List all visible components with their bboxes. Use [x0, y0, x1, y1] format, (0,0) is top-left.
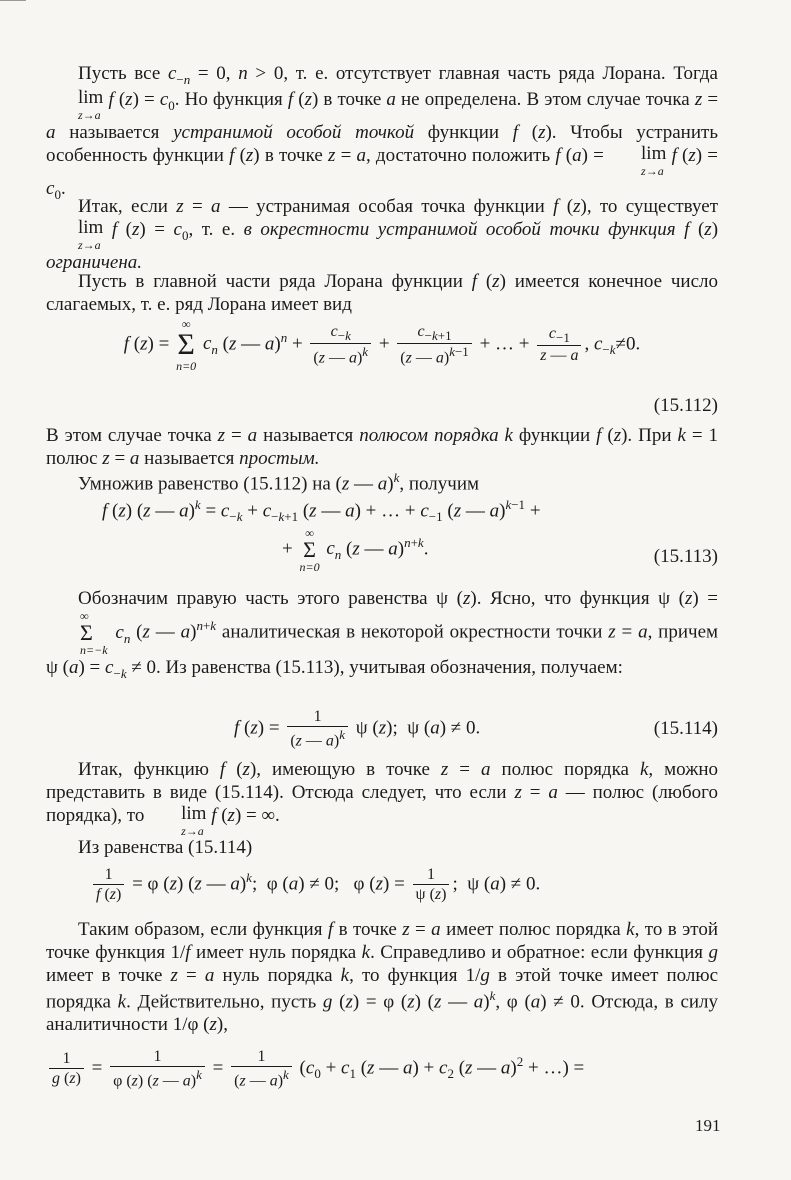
equation-15-113: f (z) (z — $a)^k = c_{-k} + c_{-k+1}$ (z — a) + … + $c_{-1}$ (z — a)$^{k-1}$ + + ∞ Σ n=0 $c_n$ (z — a)$^{n+k}$. (15.113)	[102, 497, 718, 574]
equation-15-112: f (z) = ∞ Σ n=0 $c_n$ (z — a)$^n$ + $\frac{c_{-k}}{(z — a)^k}$ + $\frac{c_{-k+1}}{(z — a)^{k-1}}$ + … + $\frac{c_{-1}}{z — a}$ , $c_{-k}\ne 0$. (15.112)	[123, 317, 718, 416]
equation-reciprocal: $\frac{1}{f (z)}$ = φ (z) (z — a)$^k$; φ (a) ≠ 0; φ (z) = $\frac{1}{\psi (z)}$ ; ψ (a) ≠ 0.	[46, 866, 718, 916]
equation-number: (15.112)	[653, 395, 718, 416]
scan-corner-mark	[0, 0, 26, 13]
term-simple: простым.	[239, 448, 320, 470]
term-bounded-near-removable: в окрестности устранимой особой точки функция	[243, 219, 685, 241]
page-number: 191	[695, 1116, 721, 1135]
term-pole-of-order-k: полюсом порядка k	[359, 425, 513, 446]
paragraph-limit-infinity: Итак, функцию f (z), имеющую в точке z = a полюс порядка k, можно представить в виде (15.114). Отсюда следует, что если z = a — полюс (любого порядка), то lim z→a f (z) = ∞.	[46, 759, 718, 839]
paragraph-from-equation: Из равенства (15.114)	[78, 837, 253, 858]
equation-final: $\frac{1}{g (z)}$ = $\frac{1}{\varphi (z) (z — a)^k}$ = $\frac{1}{(z — a)^k}$ ($c_0 + c_1$ (z — $a) + c_2$ (z — a)$^2$ + …) =	[46, 1048, 718, 1098]
paragraph-finite-principal: Пусть в главной части ряда Лорана функции f (z) имеется конечное число слагаемых, т. е. ряд Лорана имеет вид	[46, 271, 719, 316]
equation-number: (15.113)	[653, 546, 718, 567]
equation-number: (15.114)	[653, 718, 718, 739]
paragraph-bounded: Итак, если z = a — устранимая особая точка функции f (z), то существует lim z→a f $(z) = c_0$, т. е. в окрестности устранимой особой точки функция f (z) ограничена.	[46, 196, 719, 274]
term-bounded: ограничена.	[46, 252, 143, 274]
paragraph-pole: В этом случае точка z = a называется полюсом порядка k функции f (z). При k = 1 полюс z = a называется простым. Умножив равенство (15.112) на (z — a)$^k$, получим	[46, 425, 718, 495]
term-removable-singular-point: устранимой особой точкой	[173, 121, 415, 143]
paragraph-removable-singularity: Пусть все $c_{-n} = 0$, n > 0, т. е. отсутствует главная часть ряда Лорана. Тогда lim z→a f $(z) = c_0$. Но функция f (z) в точке a не определена. В этом случае точка z = a называется устранимой особой точкой функции f (z). Чтобы устранить особенность функции f (z) в точке z = a, достаточно положить f (a) = lim z→a f $(z) = c_0$.	[46, 63, 719, 202]
paragraph-zero-pole: Таким образом, если функция f в точке z = a имеет полюс порядка k, то в этой точке функция 1/f имеет нуль порядка k. Справедливо и обратное: если функция g имеет в точке z = a нуль порядка k, то функция 1/g в этой точке имеет полюс порядка k. Действительно, пусть g (z) = φ (z) (z — a)$^k$, φ (a) ≠ 0. Отсюда, в силу аналитичности 1/φ (z),	[46, 919, 719, 1036]
equation-15-114: f (z) = $\frac{1}{(z — a)^k}$ ψ (z); ψ (a) ≠ 0. (15.114)	[234, 708, 718, 749]
paragraph-psi: Обозначим правую часть этого равенства ψ (z). Ясно, что функция ψ (z) = ∞ Σ n=−k $c_n$ (z — a)$^{n+k}$ аналитическая в некоторой окрестности точки z = a, причем ψ $(a) = c_{-k} \ne 0$. Из равенства (15.113), учитывая обозначения, получаем:	[46, 588, 719, 681]
